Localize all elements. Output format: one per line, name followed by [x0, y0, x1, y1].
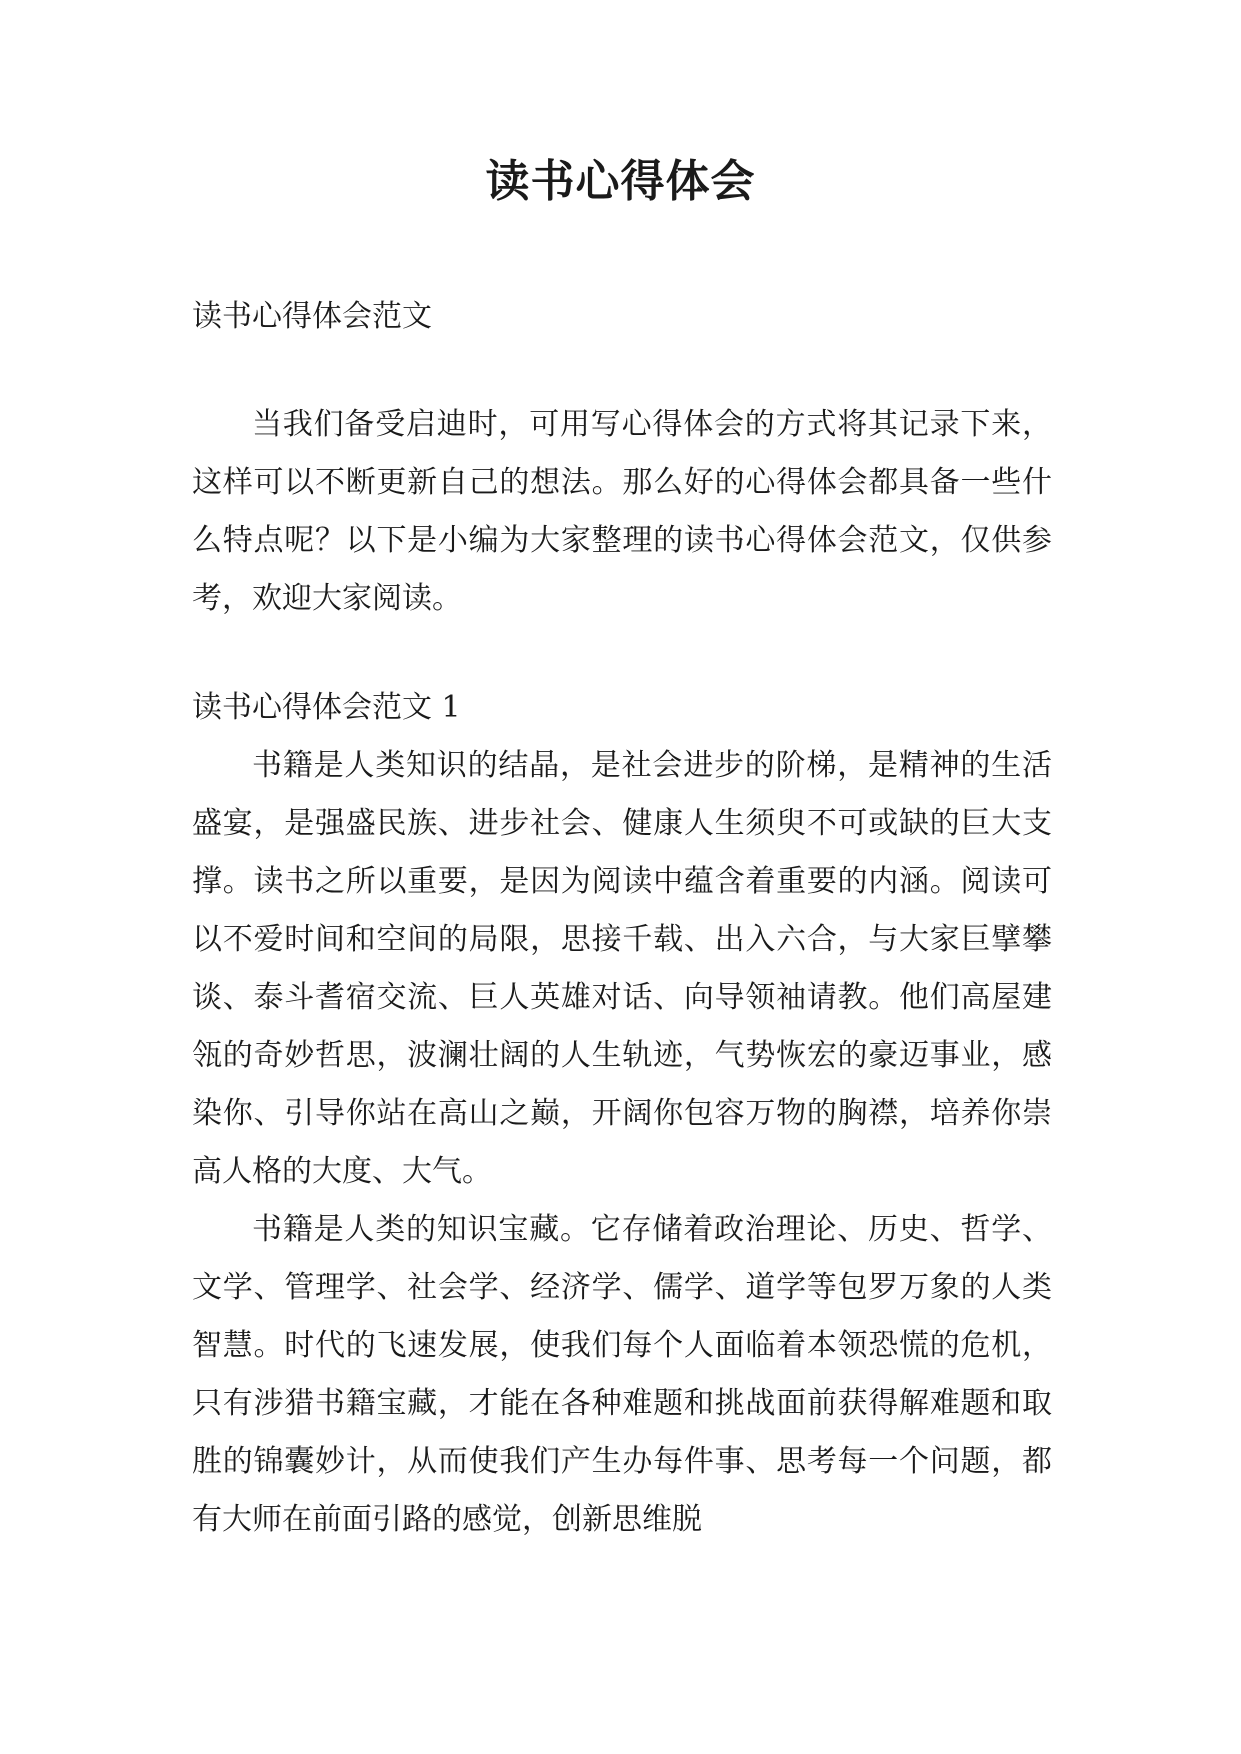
section-heading: 读书心得体会范文 1 [192, 690, 461, 725]
document-body [192, 288, 1052, 1549]
body-paragraph: 书籍是人类知识的结晶，是社会进步的阶梯，是精神的生活盛宴，是强盛民族、进步社会、健康人生须臾不可或缺的巨大支撑。读书之所以重要，是因为阅读中蕴含着重要的内涵。阅读可以不爱时间和空间的局限，思接千载、出入六合，与大家巨擘攀谈、泰斗耆宿交流、巨人英雄对话、向导领袖请教。他们高屋建瓴的奇妙哲思，波澜壮阔的人生轨迹，气势恢宏的豪迈事业，感染你、引导你站在高山之巅，开阔你包容万物的胸襟，培养你崇高人格的大度、大气。 [192, 748, 1052, 1189]
body-paragraph: 书籍是人类的知识宝藏。它存储着政治理论、历史、哲学、文学、管理学、社会学、经济学、儒学、道学等包罗万象的人类智慧。时代的飞速发展，使我们每个人面临着本领恐慌的危机，只有涉猎书籍宝藏，才能在各种难题和挑战面前获得解难题和取胜的锦囊妙计，从而使我们产生办每件事、思考每一个问题，都有大师在前面引路的感觉，创新思维脱 [192, 1212, 1052, 1537]
page-title: 读书心得体会 [485, 156, 756, 207]
document-subtitle: 读书心得体会范文 [192, 299, 432, 334]
intro-paragraph: 当我们备受启迪时，可用写心得体会的方式将其记录下来，这样可以不断更新自己的想法。那么好的心得体会都具备一些什么特点呢？以下是小编为大家整理的读书心得体会范文，仅供参考，欢迎大家阅读。 [192, 407, 1052, 616]
